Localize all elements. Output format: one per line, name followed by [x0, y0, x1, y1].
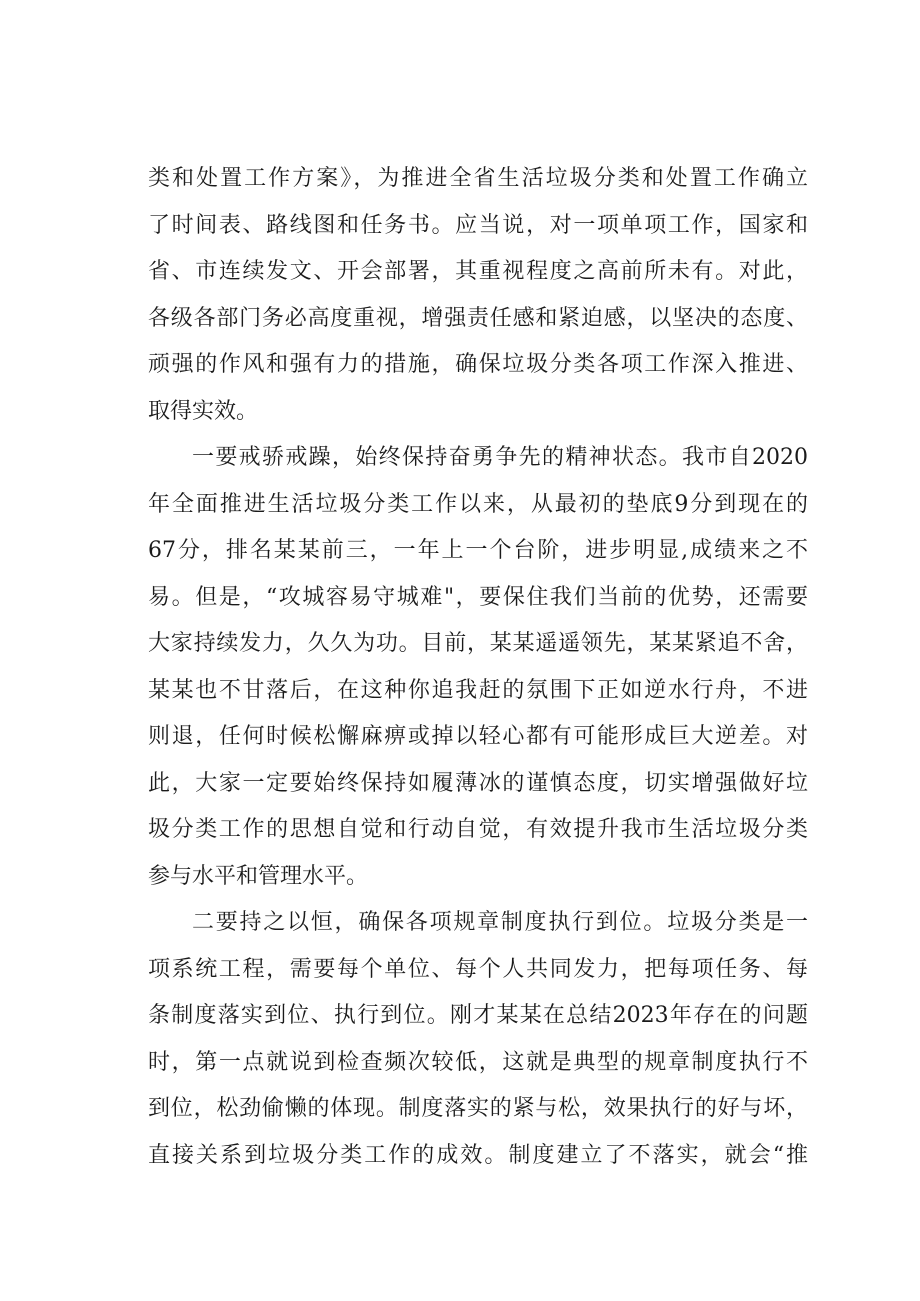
paragraph-3 — [148, 900, 808, 1179]
text-line: 到位，松劲偷懒的体现。制度落实的紧与松，效果执行的好与坏， — [148, 1096, 808, 1121]
text-line: 易。但是，“攻城容易守城难"，要保住我们当前的优势，还需要 — [148, 584, 808, 610]
paragraph-1 — [148, 156, 808, 435]
text-line: 省、市连续发文、开会部署，其重视程度之高前所未有。对此， — [148, 259, 808, 284]
text-line: 67分，排名某某前三，一年上一个台阶，进步明显,成绩来之不 — [148, 538, 808, 563]
document-body — [148, 156, 808, 1179]
text-line: 一要戒骄戒躁，始终保持奋勇争先的精神状态。我市自2020 — [192, 445, 808, 470]
text-line: 则退，任何时候松懈麻痹或掉以轻心都有可能形成巨大逆差。对 — [148, 724, 808, 749]
text-line: 取得实效。 — [148, 398, 259, 424]
text-line: 某某也不甘落后，在这种你追我赶的氛围下正如逆水行舟，不进 — [148, 677, 808, 703]
text-line: 了时间表、路线图和任务书。应当说，对一项单项工作，国家和 — [148, 212, 808, 238]
text-line: 直接关系到垃圾分类工作的成效。制度建立了不落实，就会“推 — [148, 1142, 808, 1168]
text-line: 各级各部门务必高度重视，增强责任感和紧迫感，以坚决的态度、 — [148, 305, 808, 331]
text-line: 项系统工程，需要每个单位、每个人共同发力，把每项任务、每 — [148, 956, 808, 982]
text-line: 时，第一点就说到检查频次较低，这就是典型的规章制度执行不 — [148, 1049, 808, 1075]
text-line: 参与水平和管理水平。 — [148, 863, 369, 889]
text-line: 年全面推进生活垃圾分类工作以来，从最初的垫底9分到现在的 — [148, 491, 808, 517]
text-line: 条制度落实到位、执行到位。刚才某某在总结2023年存在的问题 — [148, 1003, 808, 1028]
text-line: 二要持之以恒，确保各项规章制度执行到位。垃圾分类是一 — [192, 910, 808, 935]
paragraph-2 — [148, 435, 808, 900]
text-line: 顽强的作风和强有力的措施，确保垃圾分类各项工作深入推进、 — [148, 352, 808, 377]
text-line: 大家持续发力，久久为功。目前，某某遥遥领先，某某紧追不舍， — [148, 631, 808, 656]
text-line: 此，大家一定要始终保持如履薄冰的谨慎态度，切实增强做好垃 — [148, 770, 808, 796]
text-line: 类和处置工作方案》，为推进全省生活垃圾分类和处置工作确立 — [148, 166, 808, 191]
text-line: 圾分类工作的思想自觉和行动自觉，有效提升我市生活垃圾分类 — [148, 817, 808, 842]
